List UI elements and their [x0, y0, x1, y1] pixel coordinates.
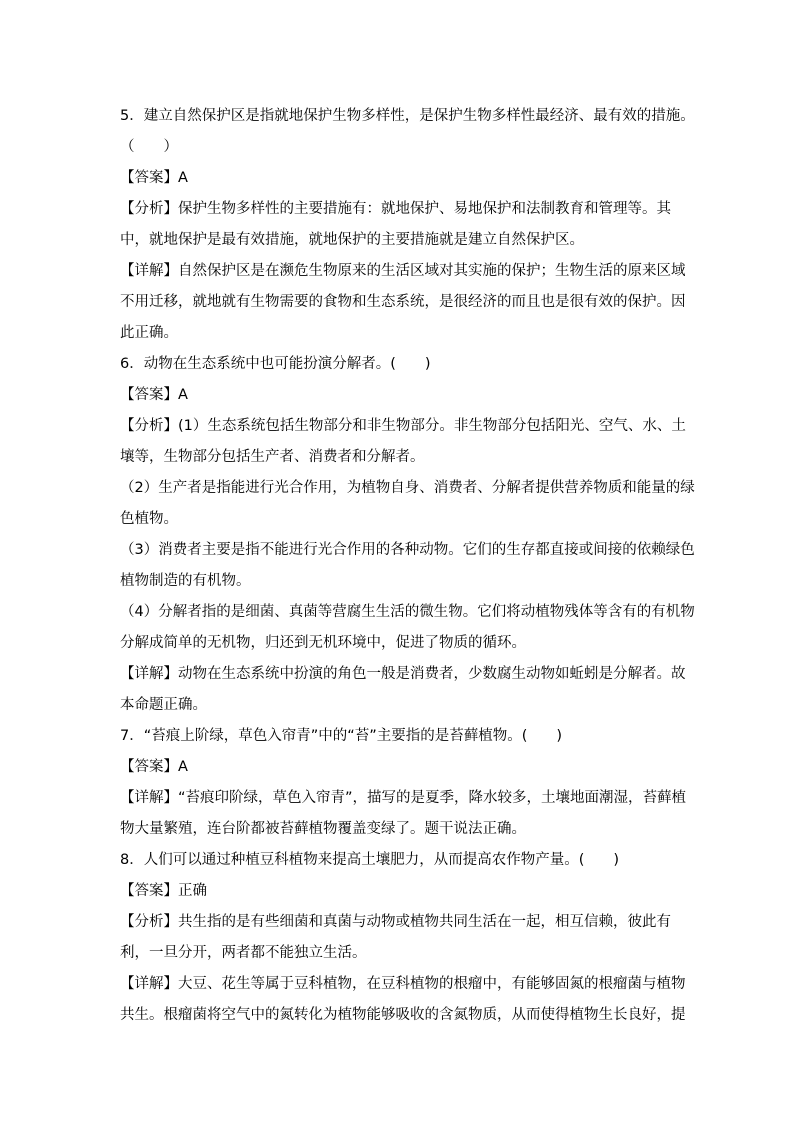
question-6-text: 6．动物在生态系统中也可能扮演分解者。( ) — [120, 356, 431, 372]
question-8-analysis: 【分析】共生指的是有些细菌和真菌与动物或植物共同生活在一起，相互信赖，彼此有 — [120, 914, 671, 930]
question-6-analysis: 【分析】(1）生态系统包括生物部分和非生物部分。非生物部分包括阳光、空气、水、土 — [120, 418, 686, 434]
question-8-explanation: 【详解】大豆、花生等属于豆科植物，在豆科植物的根瘤中，有能够固氮的根瘤菌与植物 — [120, 976, 686, 992]
question-5-explanation: 不用迁移，就地就有生物需要的食物和生态系统，是很经济的而且也是很有效的保护。因 — [120, 294, 686, 310]
question-8-answer: 【答案】正确 — [120, 883, 207, 899]
question-8-analysis: 利，一旦分开，两者都不能独立生活。 — [120, 945, 367, 961]
question-5-analysis: 中，就地保护是最有效措施，就地保护的主要措施就是建立自然保护区。 — [120, 232, 584, 248]
question-5-answer-blank: （ ） — [120, 139, 178, 155]
question-6-analysis: （2）生产者是指能进行光合作用，为植物自身、消费者、分解者提供营养物质和能量的绿 — [120, 480, 695, 496]
question-6-answer: 【答案】A — [120, 387, 188, 403]
question-7-explanation: 【详解】“苔痕印阶绿，草色入帘青”，描写的是夏季，降水较多，土壤地面潮湿，苔藓植 — [120, 790, 687, 806]
question-8-text: 8．人们可以通过种植豆科植物来提高土壤肥力，从而提高农作物产量。( ) — [120, 852, 620, 868]
question-6-analysis: 分解成简单的无机物，归还到无机环境中，促进了物质的循环。 — [120, 635, 526, 651]
question-6-analysis: （4）分解者指的是细菌、真菌等营腐生生活的微生物。它们将动植物残体等含有的有机物 — [120, 604, 695, 620]
question-6-analysis: （3）消费者主要是指不能进行光合作用的各种动物。它们的生存都直接或间接的依赖绿色 — [120, 542, 695, 558]
question-6-explanation: 【详解】动物在生态系统中扮演的角色一般是消费者，少数腐生动物如蚯蚓是分解者。故 — [120, 666, 686, 682]
document-body — [120, 101, 695, 1031]
question-7-text: 7．“苔痕上阶绿，草色入帘青”中的“苔”主要指的是苔藓植物。( ) — [120, 728, 563, 744]
question-7-answer: 【答案】A — [120, 759, 188, 775]
question-6-analysis: 壤等，生物部分包括生产者、消费者和分解者。 — [120, 449, 425, 465]
question-5-answer: 【答案】A — [120, 170, 188, 186]
question-6-explanation: 本命题正确。 — [120, 697, 207, 713]
question-6-analysis: 色植物。 — [120, 511, 178, 527]
question-5-explanation: 此正确。 — [120, 325, 178, 341]
question-5-explanation: 【详解】自然保护区是在濒危生物原来的生活区域对其实施的保护；生物生活的原来区域 — [120, 263, 686, 279]
question-6-analysis: 植物制造的有机物。 — [120, 573, 251, 589]
question-7-explanation: 物大量繁殖，连台阶都被苔藓植物覆盖变绿了。题干说法正确。 — [120, 821, 526, 837]
question-5-text: 5．建立自然保护区是指就地保护生物多样性，是保护生物多样性最经济、最有效的措施。 — [120, 108, 695, 124]
question-5-analysis: 【分析】保护生物多样性的主要措施有：就地保护、易地保护和法制教育和管理等。其 — [120, 201, 671, 217]
question-8-explanation: 共生。根瘤菌将空气中的氮转化为植物能够吸收的含氮物质，从而使得植物生长良好，提 — [120, 1007, 686, 1023]
